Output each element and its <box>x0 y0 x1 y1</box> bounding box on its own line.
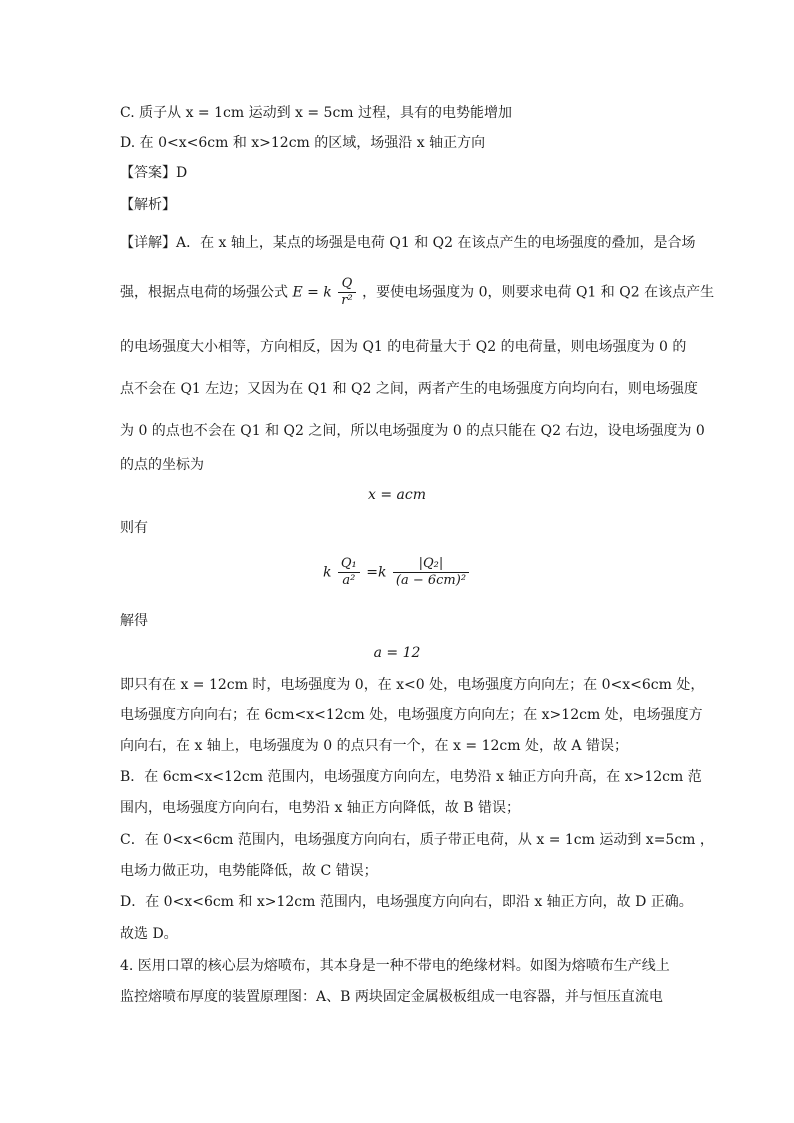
field-formula-numerator: Q <box>338 276 355 293</box>
equation-a-equals-12: a = 12 <box>373 645 421 661</box>
option-b-analysis-1: B．在 6cm<x<12cm 范围内，电场强度方向向左，电势沿 x 轴正方向升高，在 x>12cm 范 <box>120 769 702 785</box>
equation-x-equals-a: x = acm <box>368 487 426 503</box>
eq-fraction-left <box>338 556 360 589</box>
option-d-analysis: D．在 0<x<6cm 和 x>12cm 范围内，电场强度方向向右，即沿 x 轴正方向，故 D 正确。 <box>120 894 693 910</box>
detail-line-2 <box>120 276 714 309</box>
eq-equals-k: =k <box>366 564 387 581</box>
question-4-line-1: 4. 医用口罩的核心层为熔喷布，其本身是一种不带电的绝缘材料。如图为熔喷布生产线上 <box>120 958 670 974</box>
field-formula-fraction <box>338 276 355 309</box>
field-formula-denominator: r² <box>341 293 353 308</box>
option-c-analysis-2: 电场力做正功，电势能降低，故 C 错误； <box>120 863 378 879</box>
eq-k-coefficient: k <box>322 564 332 581</box>
answer-line: 【答案】D <box>120 165 188 181</box>
then-label: 则有 <box>120 520 148 536</box>
option-d-line: D. 在 0<x<6cm 和 x>12cm 的区域，场强沿 x 轴正方向 <box>120 135 486 151</box>
detail-line-3: 的电场强度大小相等，方向相反，因为 Q1 的电荷量大于 Q2 的电荷量，则电场强度为 0 的 <box>120 339 687 355</box>
detail-line-1: 【详解】A．在 x 轴上，某点的场强是电荷 Q1 和 Q2 在该点产生的电场强度的叠加，是合场 <box>120 235 696 251</box>
conclusion-line-2: 电场强度方向向右；在 6cm<x<12cm 处，电场强度方向向左；在 x>12cm 处，电场强度方 <box>120 707 703 723</box>
detail-line-2b: ，要使电场强度为 0，则要求电荷 Q1 和 Q2 在该点产生 <box>362 284 715 301</box>
final-choice: 故选 D。 <box>120 926 178 942</box>
solve-label: 解得 <box>120 613 148 629</box>
detail-line-2a: 强，根据点电荷的场强公式 <box>120 284 288 301</box>
eq-right-denominator: (a − 6cm)² <box>395 573 467 588</box>
option-c-analysis-1: C．在 0<x<6cm 范围内，电场强度方向向右，质子带正电荷，从 x = 1cm 运动到 x=5cm ， <box>120 832 714 848</box>
conclusion-line-3: 向向右，在 x 轴上，电场强度为 0 的点只有一个，在 x = 12cm 处，故 A 错误； <box>120 738 628 754</box>
eq-right-numerator: |Q₂| <box>393 556 469 573</box>
conclusion-line-1: 即只有在 x = 12cm 时，电场强度为 0，在 x<0 处，电场强度方向向左；在 0<x<6cm 处， <box>120 677 705 693</box>
option-c-line: C. 质子从 x = 1cm 运动到 x = 5cm 过程，具有的电势能增加 <box>120 105 513 121</box>
option-b-analysis-2: 围内，电场强度方向向右，电势沿 x 轴正方向降低，故 B 错误； <box>120 800 520 816</box>
detail-line-4: 点不会在 Q1 左边；又因为在 Q1 和 Q2 之间，两者产生的电场强度方向均向右，则电场强度 <box>120 381 698 397</box>
field-formula-lhs: E = k <box>292 284 332 301</box>
question-4-line-2: 监控熔喷布厚度的装置原理图：A、B 两块固定金属极板组成一电容器，并与恒压直流电 <box>120 989 663 1005</box>
analysis-heading: 【解析】 <box>120 197 176 213</box>
eq-left-denominator: a² <box>342 573 356 588</box>
detail-line-6: 的点的坐标为 <box>120 457 204 473</box>
eq-left-numerator: Q₁ <box>338 556 360 573</box>
eq-fraction-right <box>393 556 469 589</box>
equation-field-balance <box>0 556 794 589</box>
detail-line-5: 为 0 的点也不会在 Q1 和 Q2 之间，所以电场强度为 0 的点只能在 Q2 右边，设电场强度为 0 <box>120 423 705 439</box>
